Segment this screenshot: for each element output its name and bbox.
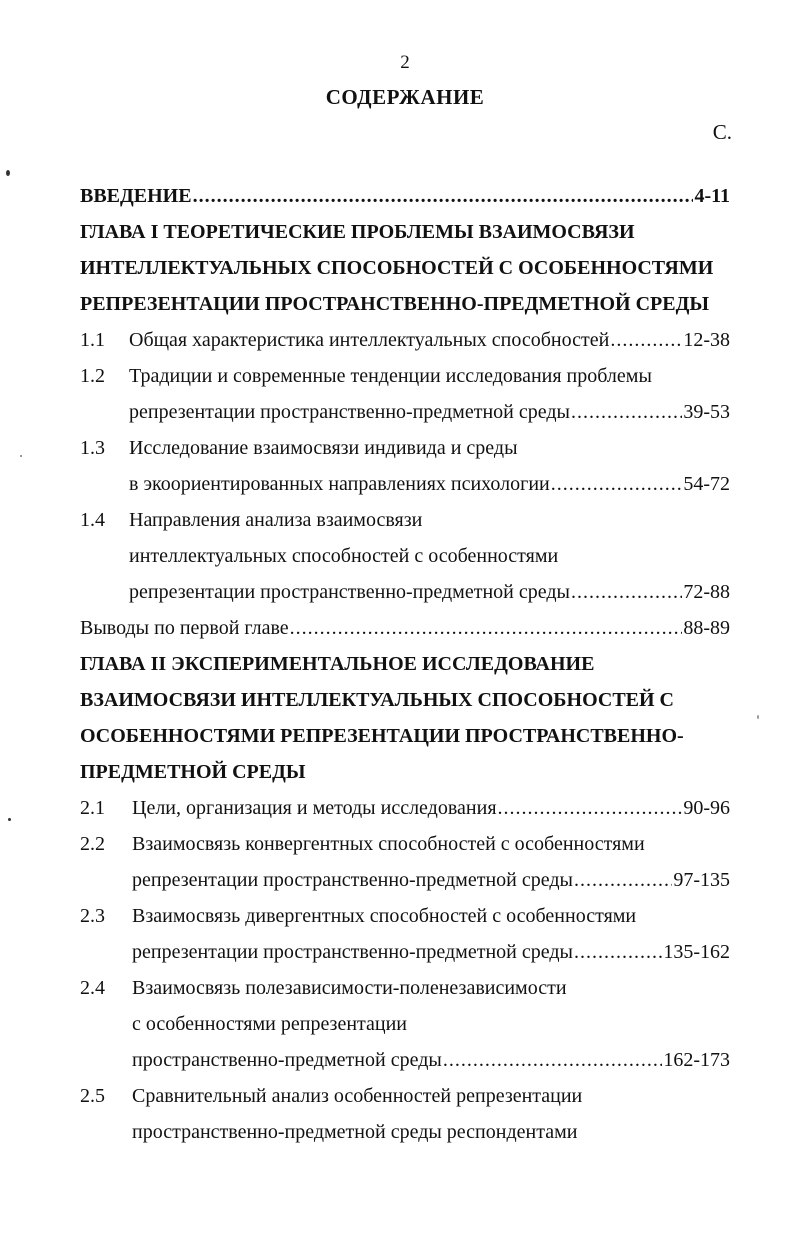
- section-pages: 12-38: [683, 329, 730, 351]
- section-number: 2.4: [80, 977, 105, 999]
- toc-entry-2-3: [80, 898, 730, 934]
- chapter2-heading-line: ГЛАВА II ЭКСПЕРИМЕНТАЛЬНОЕ ИССЛЕДОВАНИЕ: [80, 653, 595, 675]
- toc-title: СОДЕРЖАНИЕ: [325, 85, 485, 109]
- section-title: Направления анализа взаимосвязи: [129, 509, 423, 531]
- intro-pages: 4-11: [694, 185, 730, 207]
- chapter1-heading-line: ГЛАВА I ТЕОРЕТИЧЕСКИЕ ПРОБЛЕМЫ ВЗАИМОСВЯЗИ: [80, 221, 635, 243]
- dot-leader: [290, 610, 683, 646]
- conclusions-pages: 88-89: [683, 617, 730, 639]
- section-title: Цели, организация и методы исследования: [132, 797, 497, 819]
- section-title: с особенностями репрезентации: [132, 1013, 408, 1035]
- conclusions-title: Выводы по первой главе: [80, 617, 289, 639]
- toc-entry-2-4-cont: [80, 1006, 730, 1042]
- section-title: Общая характеристика интеллектуальных способностей: [129, 329, 610, 351]
- section-number: 2.1: [80, 797, 105, 819]
- section-pages: 90-96: [683, 797, 730, 819]
- toc-entry-2-3-cont: [80, 934, 730, 970]
- page-number: 2: [400, 52, 410, 73]
- toc-entry-1-4-cont: [80, 538, 730, 574]
- section-number: 2.2: [80, 833, 105, 855]
- toc-entry-1-3: [80, 430, 730, 466]
- section-title: Сравнительный анализ особенностей репрезентации: [132, 1085, 583, 1107]
- section-title: в экоориентированных направлениях психологии: [129, 473, 550, 495]
- toc-entry-2-2: [80, 826, 730, 862]
- chapter2-heading-line: ОСОБЕННОСТЯМИ РЕПРЕЗЕНТАЦИИ ПРОСТРАНСТВЕННО-: [80, 725, 684, 747]
- section-pages: 54-72: [683, 473, 730, 495]
- toc-entry-2-5-cont: [80, 1114, 730, 1150]
- toc-entry-2-1: [80, 790, 730, 826]
- section-title: репрезентации пространственно-предметной среды: [132, 869, 573, 891]
- table-of-contents: [80, 178, 730, 1150]
- section-title: репрезентации пространственно-предметной среды: [132, 941, 573, 963]
- toc-entry-1-2-cont: [80, 394, 730, 430]
- dot-leader: [551, 466, 683, 502]
- toc-entry-2-4: [80, 970, 730, 1006]
- toc-entry-1-4-cont: [80, 574, 730, 610]
- section-title: Взаимосвязь конвергентных способностей с особенностями: [132, 833, 645, 855]
- chapter1-heading-line: ИНТЕЛЛЕКТУАЛЬНЫХ СПОСОБНОСТЕЙ С ОСОБЕННОСТЯМИ: [80, 257, 714, 279]
- section-title: репрезентации пространственно-предметной среды: [129, 581, 570, 603]
- dot-leader: [443, 1042, 663, 1078]
- scan-speck: [757, 715, 759, 719]
- scan-speck: [20, 455, 22, 457]
- toc-entry-intro: [80, 178, 730, 214]
- section-title: Взаимосвязь дивергентных способностей с особенностями: [132, 905, 637, 927]
- dot-leader: [574, 862, 672, 898]
- toc-entry-1-3-cont: [80, 466, 730, 502]
- section-number: 1.3: [80, 437, 105, 459]
- dot-leader: [571, 394, 682, 430]
- section-pages: 135-162: [663, 941, 730, 963]
- toc-entry-1-2: [80, 358, 730, 394]
- section-title: репрезентации пространственно-предметной среды: [129, 401, 570, 423]
- dot-leader: [574, 934, 662, 970]
- section-number: 2.3: [80, 905, 105, 927]
- chapter2-heading-line: ВЗАИМОСВЯЗИ ИНТЕЛЛЕКТУАЛЬНЫХ СПОСОБНОСТЕЙ С: [80, 689, 675, 711]
- toc-entry-2-2-cont: [80, 862, 730, 898]
- scan-speck: [8, 818, 11, 821]
- section-number: 2.5: [80, 1085, 105, 1107]
- dot-leader: [498, 790, 683, 826]
- section-number: 1.1: [80, 329, 105, 351]
- chapter1-heading-line: РЕПРЕЗЕНТАЦИИ ПРОСТРАНСТВЕННО-ПРЕДМЕТНОЙ СРЕДЫ: [80, 293, 710, 315]
- dot-leader: [571, 574, 682, 610]
- section-pages: 39-53: [683, 401, 730, 423]
- section-number: 1.2: [80, 365, 105, 387]
- dot-leader: [610, 322, 682, 358]
- section-pages: 72-88: [683, 581, 730, 603]
- toc-entry-1-4: [80, 502, 730, 538]
- section-pages: 97-135: [673, 869, 730, 891]
- section-title: Исследование взаимосвязи индивида и среды: [129, 437, 518, 459]
- scan-speck: [6, 170, 10, 176]
- intro-title: ВВЕДЕНИЕ: [80, 185, 192, 207]
- section-title: Традиции и современные тенденции исследования проблемы: [129, 365, 652, 387]
- section-number: 1.4: [80, 509, 105, 531]
- chapter2-heading-line: ПРЕДМЕТНОЙ СРЕДЫ: [80, 761, 306, 783]
- section-pages: 162-173: [663, 1049, 730, 1071]
- dot-leader: [193, 178, 694, 214]
- section-title: интеллектуальных способностей с особенностями: [129, 545, 559, 567]
- page-column-label: С.: [712, 120, 732, 144]
- toc-entry-2-5: [80, 1078, 730, 1114]
- toc-entry-conclusions: [80, 610, 730, 646]
- toc-entry-2-4-cont: [80, 1042, 730, 1078]
- section-title: пространственно-предметной среды респондентами: [132, 1121, 578, 1143]
- section-title: пространственно-предметной среды: [132, 1049, 442, 1071]
- toc-entry-1-1: [80, 322, 730, 358]
- section-title: Взаимосвязь полезависимости-поленезависимости: [132, 977, 567, 999]
